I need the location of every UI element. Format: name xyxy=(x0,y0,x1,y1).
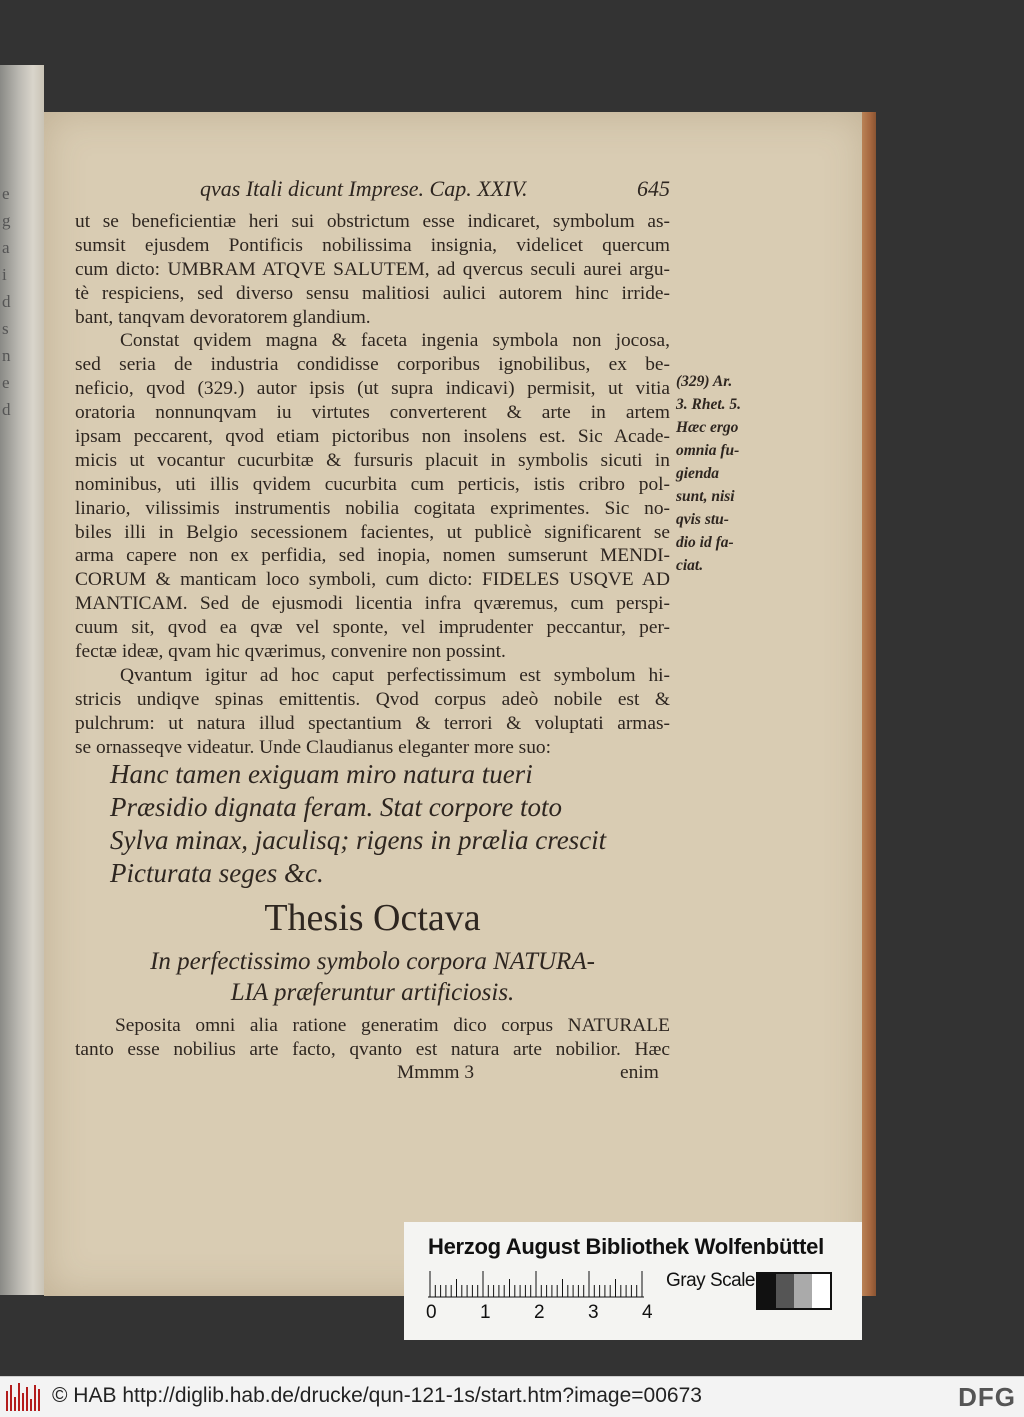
ruler-label: 4 xyxy=(642,1302,653,1323)
signature-row xyxy=(75,1062,670,1088)
left-page-fragment: e g a i d s n e d xyxy=(2,184,11,419)
text-line: oratoria nonnunqvam iu virtutes converterent & arte in artem xyxy=(75,402,670,424)
ruler-label: 1 xyxy=(480,1302,491,1323)
text-line: tanto esse nobilius arte facto, qvanto est natura arte nobilior. Hæc xyxy=(75,1039,670,1060)
text-line: sumsit ejusdem Pontificis nobilissima insignia, videlicet quercum xyxy=(75,234,670,256)
text-line: bant, tanqvam devoratorem glandium. xyxy=(75,306,371,328)
color-card xyxy=(404,1222,862,1340)
text-line: ut se beneficientiæ heri sui obstrictum esse indicaret, symbolum as- xyxy=(75,211,670,232)
text-line: linario, vilissimis instrumentis nobilia cogitata exprimentes. Sic no- xyxy=(75,497,670,519)
text-line: stricis undiqve spinas emittentis. Qvod corpus adeò nobile est & xyxy=(75,688,670,710)
marginal-line: qvis stu- xyxy=(676,511,729,528)
logo-bar xyxy=(26,1387,28,1411)
signature-mark: Mmmm 3 xyxy=(397,1062,475,1083)
marginal-line: omnia fu- xyxy=(676,442,740,459)
text-line: CORUM & manticam loco symboli, cum dicto: FIDELES USQVE AD xyxy=(75,569,670,591)
ruler xyxy=(428,1270,644,1298)
catchword: enim xyxy=(620,1062,659,1083)
text-line: sed seria de industria condidisse corporibus ignobilibus, ex be- xyxy=(75,354,670,376)
text-line: Seposita omni alia ratione generatim dico corpus NATURALE xyxy=(115,1015,670,1036)
running-header xyxy=(200,176,670,206)
logo-bar xyxy=(18,1383,20,1411)
logo-bar xyxy=(34,1385,36,1411)
dfg-logo: DFG xyxy=(958,1382,1016,1412)
header-title: qvas Itali dicunt Imprese. Cap. XXIV. xyxy=(200,176,528,201)
page-edge xyxy=(862,112,876,1296)
marginal-line: sunt, nisi xyxy=(676,488,735,505)
thesis-title: Thesis Octava xyxy=(264,897,481,939)
gray-scale-patches xyxy=(756,1272,832,1310)
logo-bar xyxy=(6,1391,8,1411)
footer-citation[interactable]: © HAB http://diglib.hab.de/drucke/qun-121-1s/start.htm?image=00673 xyxy=(52,1384,702,1407)
text-line: nominibus, uti illis qvidem cucurbita cum perticis, istis cribro pol- xyxy=(75,473,670,495)
gray-patch xyxy=(776,1274,794,1308)
text-line: pulchrum: ut natura illud spectantium & terrori & voluptati armas- xyxy=(75,712,670,734)
text-line: Qvantum igitur ad hoc caput perfectissimum est symbolum hi- xyxy=(120,664,670,686)
marginal-line: (329) Ar. xyxy=(676,373,733,390)
thesis-subtitle-line: LIA præferuntur artificiosis. xyxy=(230,979,515,1006)
text-line: micis ut vocantur cucurbitæ & fursuris placuit in symbolis sicuti in xyxy=(75,449,670,471)
hab-logo-icon xyxy=(6,1383,40,1411)
verse-line: Picturata seges &c. xyxy=(110,858,324,888)
logo-bar xyxy=(38,1389,40,1411)
text-line: neficio, qvod (329.) autor ipsis (ut supra indicavi) permisit, ut vitia xyxy=(75,378,670,400)
gray-scale-label: Gray Scale xyxy=(666,1270,755,1291)
verse-line: Hanc tamen exiguam miro natura tueri xyxy=(110,759,533,789)
logo-bar xyxy=(22,1393,24,1411)
text-line: ipsam peccarent, qvod etiam pictoribus non insolens est. Sic Acade- xyxy=(75,426,670,448)
text-line: fectæ ideæ, qvam hic qværimus, convenire non possint. xyxy=(75,641,506,663)
logo-bar xyxy=(30,1399,32,1411)
library-name: Herzog August Bibliothek Wolfenbüttel xyxy=(428,1234,824,1259)
text-line: se ornasseqve videatur. Unde Claudianus eleganter more suo: xyxy=(75,736,552,758)
body-text xyxy=(75,210,670,759)
gray-patch xyxy=(758,1274,776,1308)
text-line: MANTICAM. Sed de ejusmodi licentia infra qværemus, cum perspi- xyxy=(75,593,670,615)
thesis-subtitle xyxy=(75,946,670,1008)
marginal-line: dio id fa- xyxy=(676,534,734,551)
marginal-line: ciat. xyxy=(676,557,704,574)
thesis-subtitle-line: In perfectissimo symbolo corpora NATURA- xyxy=(150,948,595,975)
ruler-label: 3 xyxy=(588,1302,599,1323)
logo-bar xyxy=(10,1385,12,1411)
page-number: 645 xyxy=(637,176,670,201)
ruler-label: 0 xyxy=(426,1302,437,1323)
marginal-line: 3. Rhet. 5. xyxy=(676,396,742,413)
footer-bar xyxy=(0,1376,1024,1417)
gray-patch xyxy=(812,1274,830,1308)
gray-patch xyxy=(794,1274,812,1308)
logo-bar xyxy=(14,1397,16,1411)
text-line: tè respiciens, sed diverso sensu malitiosi aulici autorem hinc irride- xyxy=(75,282,670,304)
text-line: arma capere non ex perfidia, sed inopia, nomen sumserunt MENDI- xyxy=(75,545,670,567)
text-line: Constat qvidem magna & faceta ingenia symbola non jocosa, xyxy=(120,330,670,352)
marginal-line: Hæc ergo xyxy=(676,419,739,436)
verse-quote xyxy=(110,758,670,890)
verse-line: Sylva minax, jaculisq; rigens in prælia crescit xyxy=(110,825,607,855)
text-line: biles illi in Belgio secessionem facientes, ut publicè significarent se xyxy=(75,521,670,543)
verse-line: Præsidio dignata feram. Stat corpore toto xyxy=(110,792,562,822)
marginal-note xyxy=(676,370,758,577)
text-line: cum dicto: UMBRAM ATQVE SALUTEM, ad qvercus seculi aurei argu- xyxy=(75,258,670,280)
text-line: cuum sit, qvod ea qvæ vel sponte, vel imprudenter peccantur, per- xyxy=(75,617,670,639)
tail-text xyxy=(75,1014,670,1062)
marginal-line: gienda xyxy=(676,465,720,482)
ruler-label: 2 xyxy=(534,1302,545,1323)
